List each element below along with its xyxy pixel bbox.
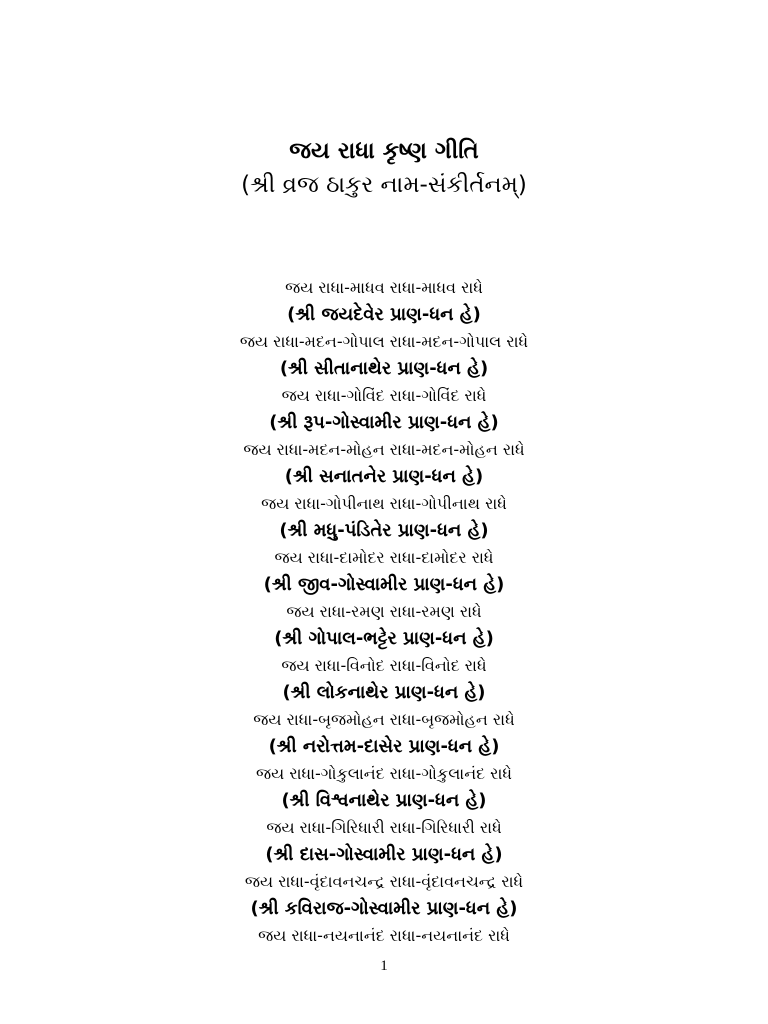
refrain-line: (શ્રી જયદેવેર પ્રાણ-ધન હે)	[287, 304, 481, 325]
chant-line: જય રાધા-ગોપીનાથ રાધા-ગોપીનાથ રાધે	[261, 494, 507, 513]
chant-line: જય રાધા-વૃંદાવનચન્દ્ર રાધા-વૃંદાવનચન્દ્ર રાધે	[244, 872, 524, 891]
refrain-line: (શ્રી જીવ-ગોસ્વામીર પ્રાણ-ધન હે)	[263, 574, 505, 595]
verse-9	[0, 706, 768, 760]
chant-line: જય રાધા-ગિરિધારી રાધા-ગિરિધારી રાધે	[266, 818, 502, 837]
chant-line: જય રાધા-નયનાનંદ રાધા-નયનાનંદ રાધે	[258, 926, 510, 945]
page-title: જય રાધા કૃષ્ણ ગીતિ	[289, 138, 479, 164]
chant-line: જય રાધા-વિનોદ રાધા-વિનોદ રાધે	[281, 656, 487, 675]
verse-12	[0, 868, 768, 922]
verse-2	[0, 328, 768, 382]
verse-11	[0, 814, 768, 868]
chant-line: જય રાધા-માધવ રાધા-માધવ રાધે	[285, 278, 483, 297]
verse-3	[0, 382, 768, 436]
chant-line: જય રાધા-ગોકુલાનંદ રાધા-ગોકુલાનંદ રાધે	[256, 764, 512, 783]
verse-7	[0, 598, 768, 652]
refrain-line: (શ્રી ગોપાલ-ભટ્ટેર પ્રાણ-ધન હે)	[274, 628, 494, 649]
chant-line: જય રાધા-ગોવિંદ રાધા-ગોવિંદ રાધે	[281, 386, 487, 405]
refrain-line: (શ્રી દાસ-ગોસ્વામીર પ્રાણ-ધન હે)	[265, 844, 503, 865]
chant-line: જય રાધા-મદન-ગોપાલ રાધા-મદન-ગોપાલ રાધે	[239, 332, 529, 351]
chant-line: જય રાધા-મદન-મોહન રાધા-મદન-મોહન રાધે	[243, 440, 525, 459]
refrain-line: (શ્રી લોકનાથેર પ્રાણ-ધન હે)	[282, 682, 486, 703]
verse-1	[0, 274, 768, 328]
verse-6	[0, 544, 768, 598]
verse-5	[0, 490, 768, 544]
verse-10	[0, 760, 768, 814]
refrain-line: (શ્રી સનાતનેર પ્રાણ-ધન હે)	[284, 466, 484, 487]
verse-list	[0, 274, 768, 949]
verse-4	[0, 436, 768, 490]
chant-line: જય રાધા-દામોદર રાધા-દામોદર રાધે	[274, 548, 494, 567]
verse-13	[0, 922, 768, 949]
refrain-line: (શ્રી સીતાનાથેર પ્રાણ-ધન હે)	[279, 358, 489, 379]
chant-line: જય રાધા-બૃજમોહન રાધા-બૃજમોહન રાધે	[253, 710, 515, 729]
refrain-line: (શ્રી કવિરાજ-ગોસ્વામીર પ્રાણ-ધન હે)	[250, 898, 518, 919]
chant-line: જય રાધા-રમણ રાધા-રમણ રાધે	[286, 602, 482, 621]
page-subtitle: (શ્રી વ્રજ ઠાકુર નામ-સંકીર્તનમ્)	[241, 172, 527, 198]
refrain-line: (શ્રી મધુ-પંડિતેર પ્રાણ-ધન હે)	[279, 520, 489, 541]
refrain-line: (શ્રી વિશ્વનાથેર પ્રાણ-ધન હે)	[281, 790, 487, 811]
verse-8	[0, 652, 768, 706]
refrain-line: (શ્રી રૂપ-ગોસ્વામીર પ્રાણ-ધન હે)	[269, 412, 499, 433]
page-number: 1	[380, 958, 388, 974]
refrain-line: (શ્રી નરોત્તમ-દાસેર પ્રાણ-ધન હે)	[268, 736, 500, 757]
